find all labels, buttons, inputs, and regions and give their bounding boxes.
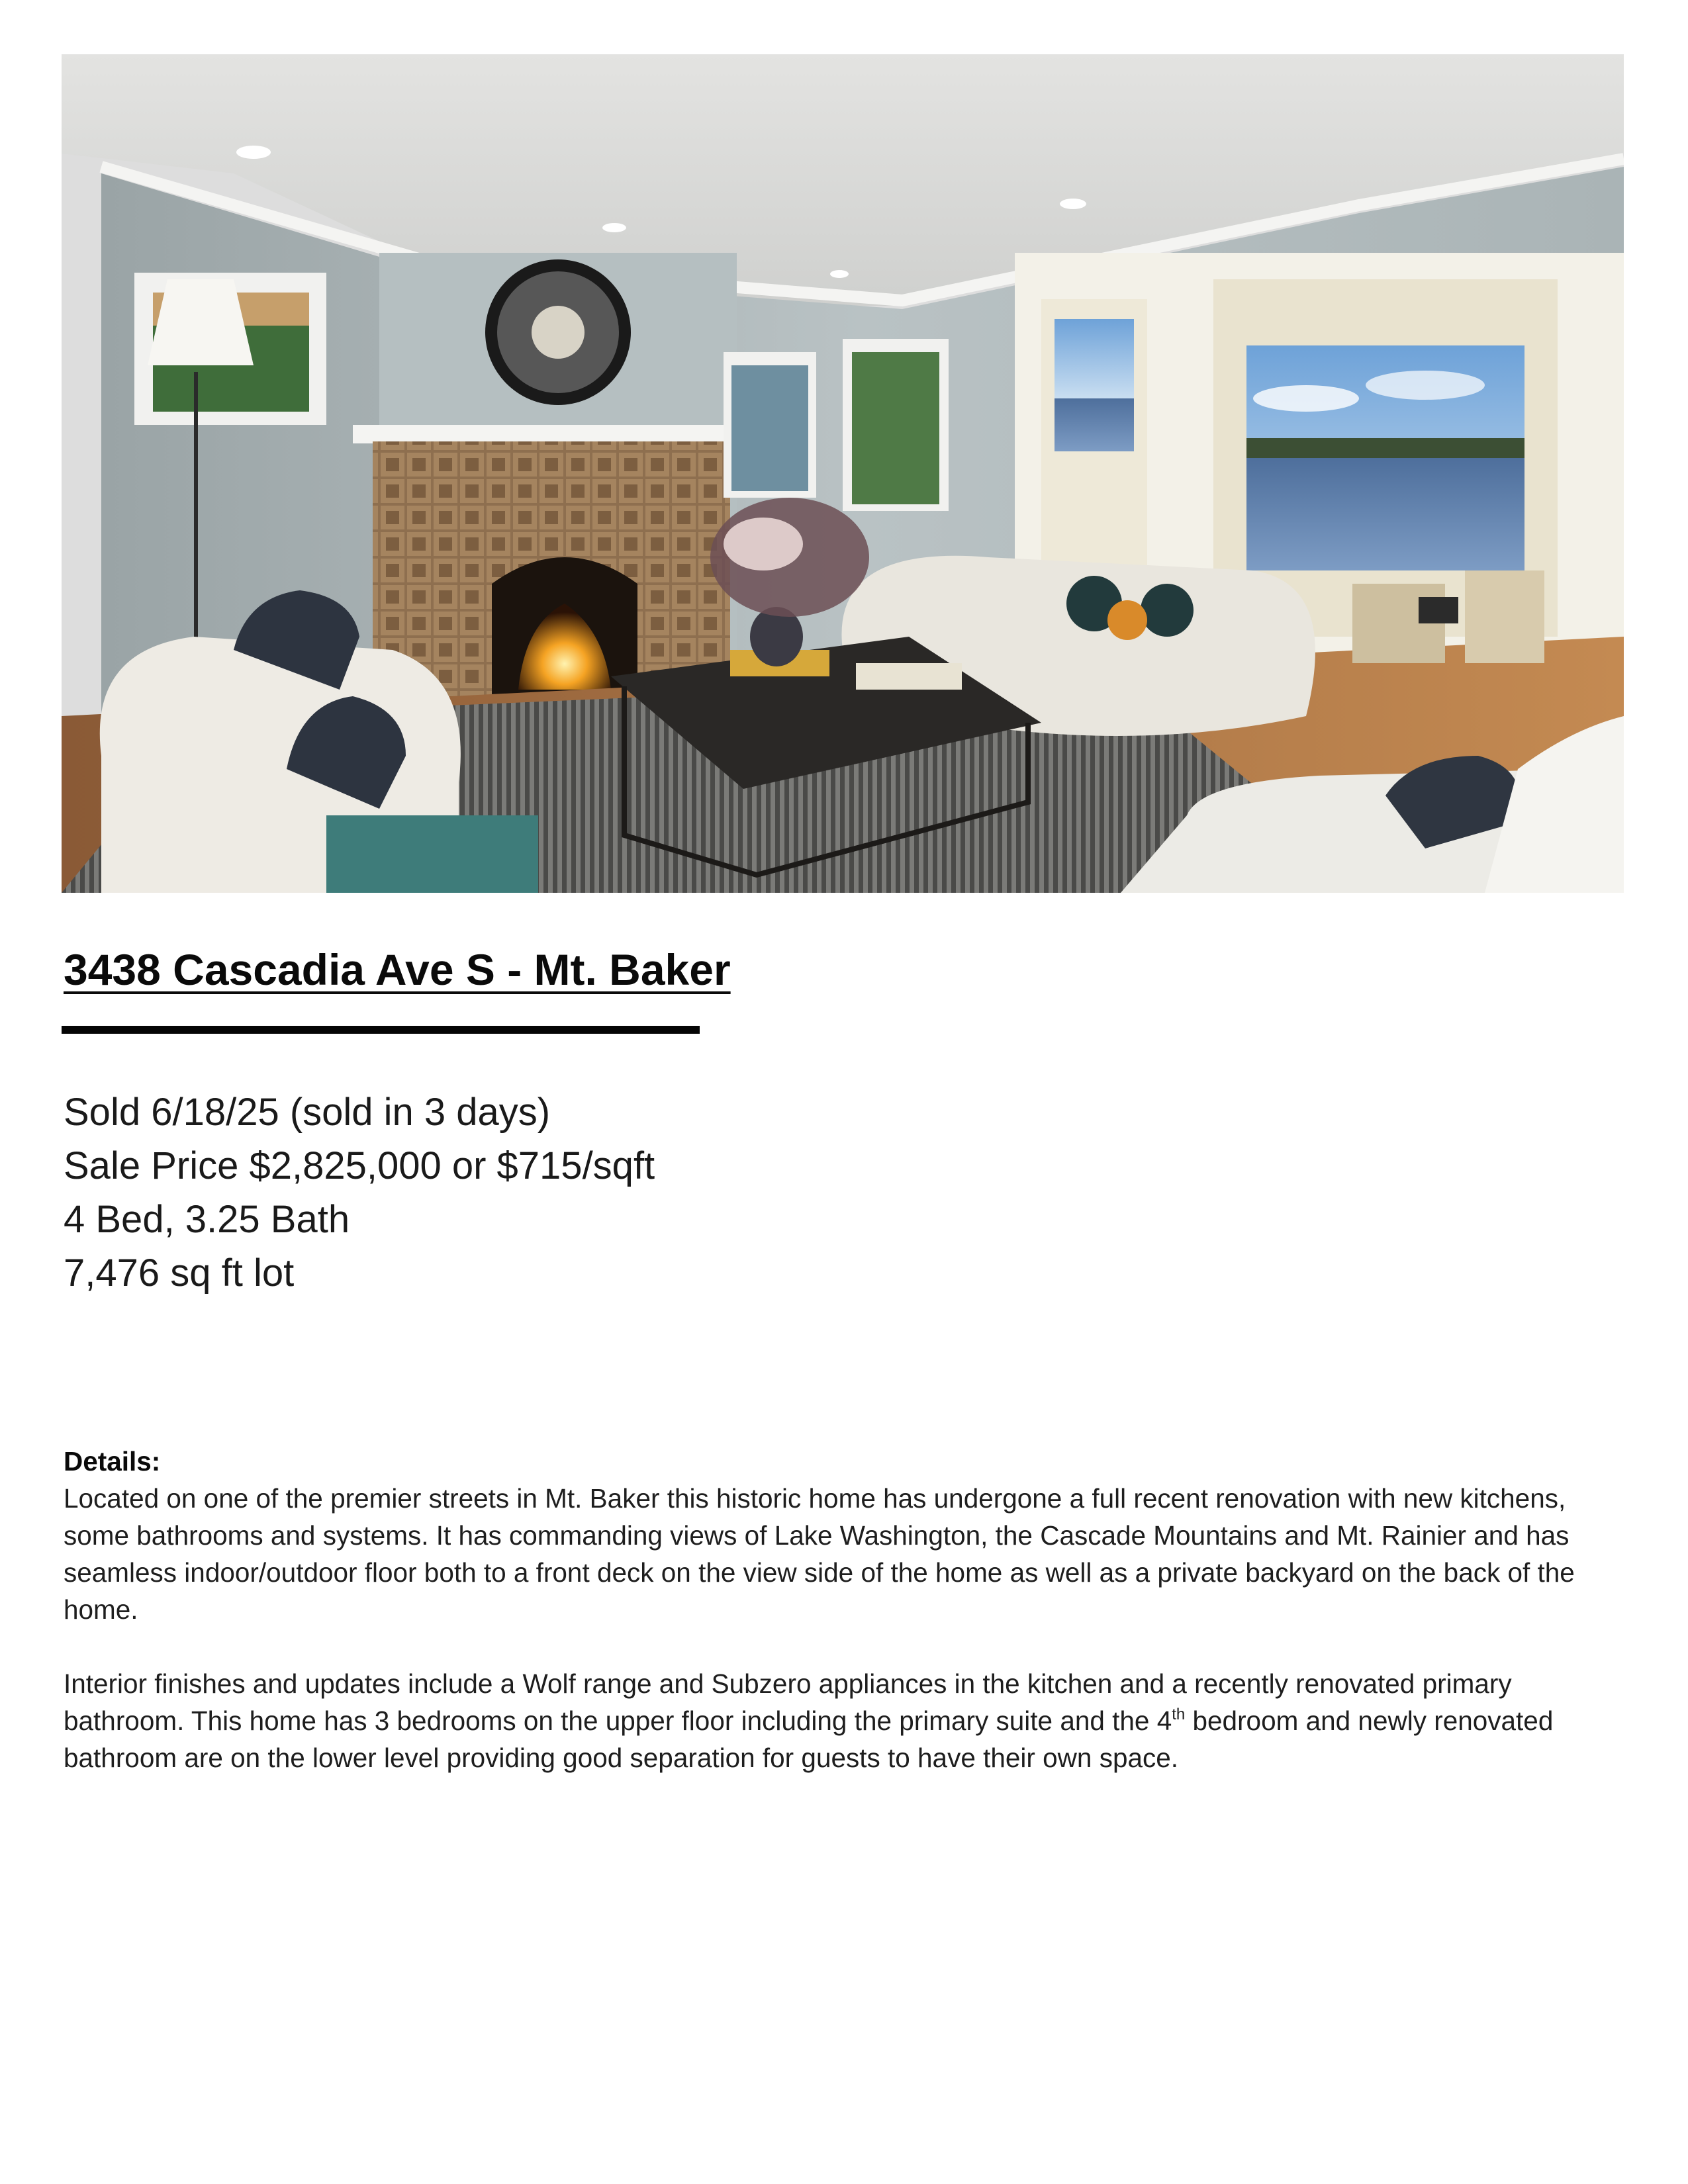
lot-size: 7,476 sq ft lot [64, 1251, 295, 1295]
beds-baths: 4 Bed, 3.25 Bath [64, 1198, 350, 1241]
details-paragraph-2-text-b: bedroom and newly renovated bathroom are on the lower level providing good separation for guests to have their own space. [64, 1706, 1554, 1773]
details-section [64, 1443, 1626, 1776]
listing-title: 3438 Cascadia Ave S - Mt. Baker [64, 945, 731, 994]
details-paragraph-2-text-a: Interior finishes and updates include a Wolf range and Subzero appliances in the kitchen and a recently renovated primary bathroom. This home has 3 bedrooms on the upper floor including the primary suite and the 4 [64, 1668, 1512, 1736]
title-divider [62, 1026, 700, 1034]
sale-price: Sale Price $2,825,000 or $715/sqft [64, 1144, 655, 1187]
details-heading: Details: [64, 1446, 161, 1477]
listing-facts [64, 1085, 655, 1300]
sold-date: Sold 6/18/25 (sold in 3 days) [64, 1091, 551, 1134]
ordinal-suffix: th [1172, 1706, 1186, 1723]
details-paragraph-1: Located on one of the premier streets in Mt. Baker this historic home has undergone a full recent renovation with new kitchens, some bathrooms and systems. It has commanding views of Lake Washington, the Cascade Mountains and Mt. Rainier and has seamless indoor/outdoor floor both to a front deck on the view side of the home as well as a private backyard on the back of the home. [64, 1483, 1575, 1625]
details-paragraph-2 [64, 1665, 1626, 1776]
listing-photo [62, 54, 1624, 893]
living-room-photo-icon [62, 54, 1624, 893]
